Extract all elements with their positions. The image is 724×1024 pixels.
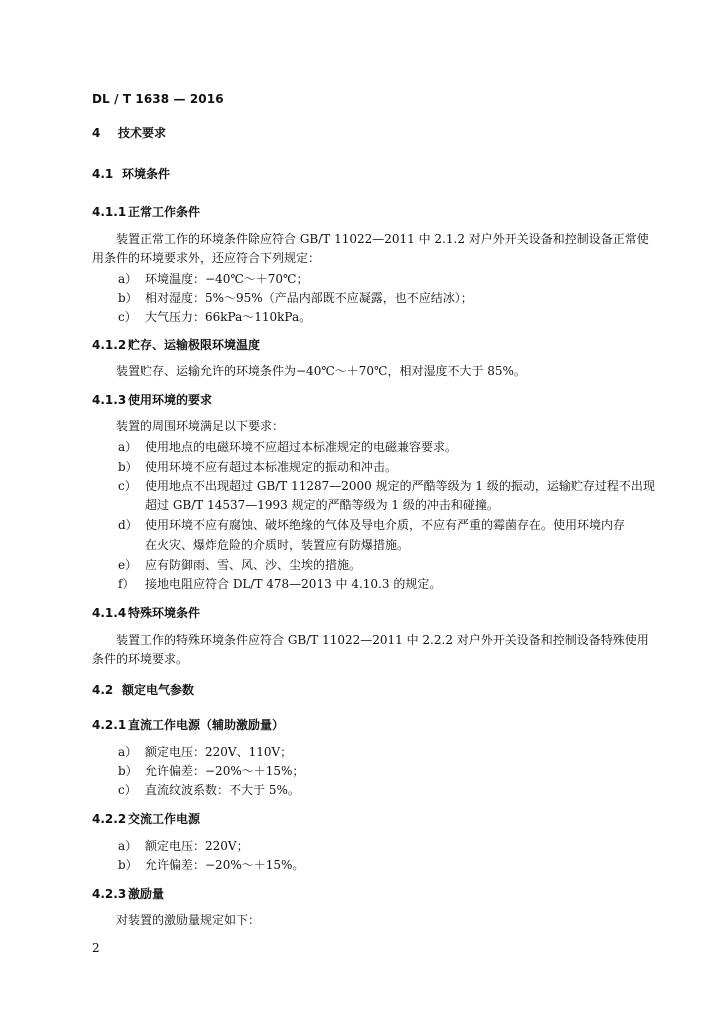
list-text: 允许偏差：−20%～＋15%； bbox=[145, 764, 305, 778]
heading-number: 4.1.1 bbox=[92, 205, 127, 219]
list-text: 相对湿度：5%～95%（产品内部既不应凝露，也不应结冰）； bbox=[145, 291, 473, 305]
heading-title: 正常工作条件 bbox=[128, 205, 201, 219]
list-marker: a） bbox=[118, 272, 138, 286]
list-marker: a） bbox=[118, 745, 138, 759]
list-item bbox=[118, 575, 678, 593]
list-text: 环境温度：−40℃～＋70℃； bbox=[145, 272, 309, 286]
list-item bbox=[118, 856, 678, 874]
paragraph-line: 对装置的激励量规定如下： bbox=[116, 913, 261, 927]
list-marker: f） bbox=[118, 577, 135, 591]
list-item bbox=[118, 743, 678, 761]
list-item bbox=[118, 270, 678, 288]
page-number: 2 bbox=[92, 941, 100, 955]
heading-title: 贮存、运输极限环境温度 bbox=[128, 338, 261, 352]
heading-4-1-4 bbox=[92, 604, 200, 621]
heading-4-2-2 bbox=[92, 810, 200, 827]
paragraph-line: 用条件的环境要求外，还应符合下列规定： bbox=[92, 251, 321, 265]
heading-number: 4.2 bbox=[92, 683, 114, 697]
list-marker: a） bbox=[118, 440, 138, 454]
list-text: 使用地点不出现超过 GB/T 11287—2000 规定的严酷等级为 1 级的振动，运输贮存过程不出现 bbox=[145, 479, 655, 493]
list-text: 直流纹波系数：不大于 5%。 bbox=[145, 783, 300, 797]
heading-title: 环境条件 bbox=[122, 167, 171, 181]
list-text-continued: 超过 GB/T 14537—1993 规定的严酷等级为 1 级的冲击和碰撞。 bbox=[145, 498, 499, 512]
heading-title: 特殊环境条件 bbox=[128, 606, 201, 620]
heading-4-1-2 bbox=[92, 336, 260, 353]
heading-title: 直流工作电源（辅助激励量） bbox=[128, 718, 285, 732]
list-text: 使用地点的电磁环境不应超过本标准规定的电磁兼容要求。 bbox=[145, 440, 458, 454]
heading-title: 额定电气参数 bbox=[122, 683, 195, 697]
list-item bbox=[118, 516, 678, 554]
heading-number: 4.1.3 bbox=[92, 393, 127, 407]
list-marker: b） bbox=[118, 291, 138, 305]
heading-number: 4.2.3 bbox=[92, 887, 127, 901]
heading-title: 技术要求 bbox=[118, 126, 167, 140]
list-text: 使用环境不应有超过本标准规定的振动和冲击。 bbox=[145, 460, 398, 474]
list-item bbox=[118, 289, 678, 307]
list-text: 额定电压：220V； bbox=[145, 839, 249, 853]
paragraph-line: 装置贮存、运输允许的环境条件为−40℃～＋70℃，相对湿度不大于 85%。 bbox=[116, 364, 526, 378]
list-item bbox=[118, 438, 678, 456]
list-item bbox=[118, 837, 678, 855]
heading-number: 4.2.2 bbox=[92, 812, 127, 826]
paragraph-line: 装置工作的特殊环境条件应符合 GB/T 11022—2011 中 2.2.2 对户外开关设备和控制设备特殊使用 bbox=[116, 633, 649, 647]
heading-4-1-1 bbox=[92, 203, 200, 220]
list-item bbox=[118, 556, 678, 574]
list-marker: a） bbox=[118, 839, 138, 853]
list-marker: c） bbox=[118, 310, 137, 324]
list-item bbox=[118, 308, 678, 326]
list-marker: b） bbox=[118, 858, 138, 872]
heading-number: 4.1.2 bbox=[92, 338, 127, 352]
heading-number: 4.1.4 bbox=[92, 606, 127, 620]
heading-4-2 bbox=[92, 681, 194, 698]
list-text: 应有防御雨、雪、风、沙、尘埃的措施。 bbox=[145, 558, 362, 572]
heading-title: 激励量 bbox=[128, 887, 165, 901]
list-item bbox=[118, 458, 678, 476]
heading-4-2-1 bbox=[92, 716, 284, 733]
list-marker: c） bbox=[118, 479, 137, 493]
list-text: 允许偏差：−20%～＋15%。 bbox=[145, 858, 305, 872]
paragraph-line: 条件的环境要求。 bbox=[92, 652, 189, 666]
list-marker: d） bbox=[118, 518, 138, 532]
document-header: DL / T 1638 — 2016 bbox=[92, 92, 224, 106]
list-marker: e） bbox=[118, 558, 138, 572]
paragraph-line: 装置正常工作的环境条件除应符合 GB/T 11022—2011 中 2.1.2 对户外开关设备和控制设备正常使 bbox=[116, 232, 649, 246]
list-item bbox=[118, 781, 678, 799]
list-text: 额定电压：220V、110V； bbox=[145, 745, 293, 759]
list-marker: b） bbox=[118, 460, 138, 474]
heading-number: 4 bbox=[92, 126, 101, 140]
list-text-continued: 在火灾、爆炸危险的介质时，装置应有防爆措施。 bbox=[145, 538, 410, 552]
heading-title: 使用环境的要求 bbox=[128, 393, 213, 407]
list-text: 大气压力：66kPa～110kPa。 bbox=[145, 310, 312, 324]
heading-4-1-3 bbox=[92, 391, 212, 408]
heading-number: 4.2.1 bbox=[92, 718, 127, 732]
list-item bbox=[118, 762, 678, 780]
list-text: 使用环境不应有腐蚀、破坏绝缘的气体及导电介质，不应有严重的霉菌存在。使用环境内存 bbox=[145, 518, 626, 532]
heading-title: 交流工作电源 bbox=[128, 812, 201, 826]
list-marker: c） bbox=[118, 783, 137, 797]
heading-number: 4.1 bbox=[92, 167, 114, 181]
heading-4-1 bbox=[92, 165, 170, 182]
list-marker: b） bbox=[118, 764, 138, 778]
paragraph-line: 装置的周围环境满足以下要求： bbox=[116, 419, 285, 433]
list-text: 接地电阻应符合 DL/T 478—2013 中 4.10.3 的规定。 bbox=[145, 577, 442, 591]
heading-4 bbox=[92, 124, 166, 141]
heading-4-2-3 bbox=[92, 885, 164, 902]
list-item bbox=[118, 477, 678, 515]
